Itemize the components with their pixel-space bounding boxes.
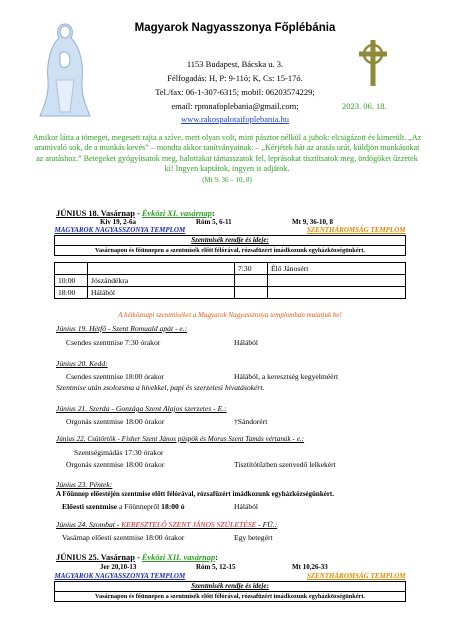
mass-intent: Hálából, a keresztség kegyelméért <box>234 372 339 381</box>
day-heading: Június 22. Csütörtök - Fisher Szent János püspök és Morus Szent Tamás vértanúk - e.: <box>56 435 305 443</box>
vigil-mass-line <box>62 502 185 511</box>
vigil-time: 18:00 ó <box>161 502 185 511</box>
intent-cell: Hálából <box>88 287 235 299</box>
sunday2-reading3: Mt 10,26-33 <box>292 563 328 571</box>
sunday1-heading <box>56 209 215 218</box>
email-address: email: rpmnafoplebania@gmail.com; <box>171 101 299 111</box>
office-hours: Félfogadás: H, P: 9-11ó; K, Cs: 15-17ó. <box>167 73 303 83</box>
time-cell <box>235 275 268 287</box>
mass-intent: Egy betegért <box>234 533 273 542</box>
sunday2-church2 <box>255 572 406 582</box>
sunday2-church2-label: SZENTHÁROMSÁG TEMPLOM <box>306 572 406 580</box>
sunday1-date: JÚNIUS 18. Vasárnap <box>56 209 135 218</box>
sunday1-sep: - <box>134 209 142 218</box>
intent-cell <box>268 287 406 299</box>
mass-intent: Hálából <box>234 338 259 347</box>
gospel-quote <box>32 133 422 185</box>
intent-cell: Élő Jánosért <box>268 263 406 275</box>
sunday2-colon: : <box>215 553 218 562</box>
day-extra-note: Szentmise után zsolozsma a hívekkel, papi és szerzetesi hivatásokért. <box>56 383 265 392</box>
parish-address: 1153 Budapest, Bácska u. 3. <box>186 59 284 69</box>
sunday1-order: Szentmisék rendje és ideje: <box>55 236 406 246</box>
mass-line: Szentségimádás 17:30 órakor <box>74 448 164 457</box>
intent-cell: Jószándékra <box>88 275 235 287</box>
website-link[interactable]: www.rakospalotaifoplebania.hu <box>180 114 290 124</box>
weekday-notice: A hétköznapi szentmiséket a Magyarok Nagyasszonya templomban mutatjuk be! <box>118 311 342 319</box>
vigil-text: a Főünnepről <box>117 502 162 511</box>
time-cell: 18:00 <box>55 287 88 299</box>
time-cell: 7:30 <box>235 263 268 275</box>
mass-line: Csendes szentmise 7:30 órakor <box>66 338 161 347</box>
intent-cell <box>88 263 235 275</box>
mass-intent: Hálából <box>234 502 259 511</box>
quote-reference: (Mt 9, 36 – 10, 8) <box>202 175 252 184</box>
sunday2-church1 <box>55 572 255 582</box>
sunday1-colon: : <box>211 209 215 218</box>
time-cell: 10:00 <box>55 275 88 287</box>
madonna-logo-icon <box>36 20 94 120</box>
mass-line: Orgonás szentmise 18:00 órakor <box>66 460 165 469</box>
intent-cell <box>268 275 406 287</box>
sunday1-church2-label: SZENTHÁROMSÁG TEMPLOM <box>306 226 406 234</box>
sunday2-sep: - <box>134 553 142 562</box>
day-heading: Június 20. Kedd: <box>56 359 108 368</box>
sunday2-heading <box>56 553 218 562</box>
sunday2-date: JÚNIUS 25. Vasárnap <box>56 553 135 562</box>
day-heading <box>56 520 277 529</box>
sunday2-order: Szentmisék rendje és ideje: <box>55 582 406 592</box>
mass-intent: †Sándorért <box>234 417 268 426</box>
sunday1-reading2: Róm 5, 6-11 <box>196 218 232 226</box>
vigil-label: Előesti szentmise <box>62 502 118 511</box>
quote-text: Amikor látta a tömeget, megesett rajta a szíve, mert olyan volt, mint pásztor nélkül a juhok: elcsigázott és kimerült. „Az aratnivaló sok, de a munkás kevés” – mondta akkor tanítványainak. – „Kérjétek hát az aratás urát, küldjön munkásokat az aratáshoz.” Betegeket gyógyítsatok meg, halottakat támasszatok fel, leprásokat tisztítsatok meg, ördögöket űzzetek ki! Ingyen kaptátok, ingyen is adjátok. <box>32 133 422 174</box>
mass-intent: Tisztítótűzben szenvedő lelkekért <box>234 460 336 469</box>
sunday1-church1-label: MAGYAROK NAGYASSZONYA TEMPLOM <box>54 226 186 234</box>
time-cell <box>235 287 268 299</box>
sunday1-church2 <box>255 226 406 236</box>
sunday2-schedule-table <box>54 572 406 602</box>
parish-title: Magyarok Nagyasszonya Főplébánia <box>134 22 336 34</box>
mass-line: Vasárnap előesti szentmise 18:00 órakor <box>62 533 185 542</box>
sunday1-reading3: Mt 9, 36-10, 8 <box>292 218 334 226</box>
sunday2-reading2: Róm 5, 12-15 <box>196 563 236 571</box>
day-heading: Június 23. Péntek: <box>56 480 113 489</box>
table-row <box>55 263 406 275</box>
day-heading-date: Június 24. Szombat - <box>56 520 122 529</box>
sunday2-feast: Évközi XII. vasárnap <box>141 553 216 562</box>
mass-line: Orgonás szentmise 18:00 órakor <box>66 417 165 426</box>
time-cell <box>55 263 88 275</box>
vigil-note: A Főünnep előestéjén szentmise előtt félórával, rózsafüzért imádkozunk egyházközségünkért. <box>56 490 335 498</box>
sunday2-note: Vasárnapon és főünnepen a szentmisék előtt félórával, rózsafüzért imádkozunk egyházközségünkért. <box>55 592 406 602</box>
sunday1-schedule-table <box>54 226 406 256</box>
day-heading: Június 19. Hétfő - Szent Romuald apát - e.: <box>56 324 188 333</box>
sunday1-reading1: Kiv 19, 2-6a <box>100 218 136 226</box>
feast-name: KERESZTELŐ SZENT JÁNOS SZÜLETÉSE <box>121 520 257 529</box>
sunday2-reading1: Jer 20,10-13 <box>100 563 137 571</box>
day-heading-rank: - FÜ.: <box>256 520 278 529</box>
celtic-cross-icon <box>355 38 391 88</box>
table-row <box>55 287 406 299</box>
phone-numbers: Tel./fax: 06-1-307-6315; mobil: 06203574229; <box>155 87 315 97</box>
sunday2-church1-label: MAGYAROK NAGYASSZONYA TEMPLOM <box>54 572 186 580</box>
sunday1-feast: Évközi XI. vasárnap <box>141 209 212 218</box>
sunday1-note: Vasárnapon és főünnepen a szentmisék előtt félórával, rózsafüzért imádkozunk egyházközségünkért. <box>55 246 406 256</box>
mass-line: Csendes szentmise 18:00 órakor <box>66 372 165 381</box>
bulletin-date: 2023. 06. 18. <box>342 101 387 111</box>
day-heading: Június 21. Szerda - Gonzága Szent Alajos szerzetes - E.: <box>56 404 227 413</box>
table-row <box>55 275 406 287</box>
sunday1-church1 <box>55 226 255 236</box>
sunday1-times-table <box>54 262 406 299</box>
